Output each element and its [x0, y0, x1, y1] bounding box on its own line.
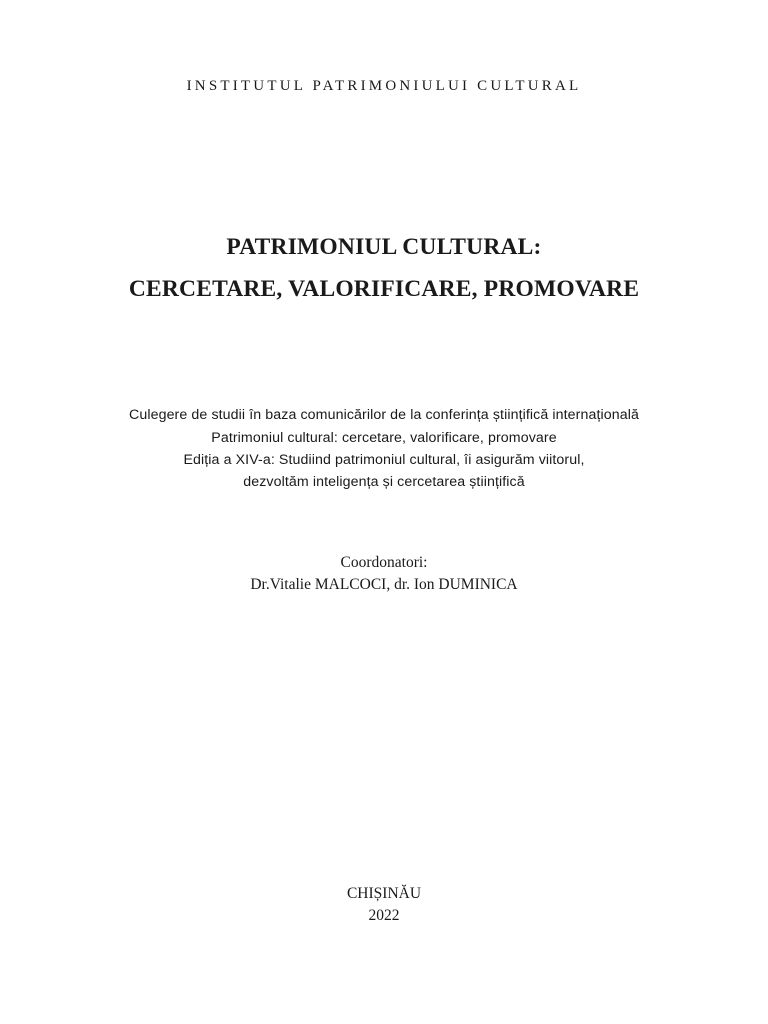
coordinators-names: Dr.Vitalie MALCOCI, dr. Ion DUMINICA [250, 576, 518, 593]
subtitle-line-2: Patrimoniul cultural: cercetare, valorificare, promovare [211, 430, 557, 446]
subtitle-line-1: Culegere de studii în baza comunicărilor de la conferința științifică internațională [129, 407, 639, 423]
institute-name: INSTITUTUL PATRIMONIULUI CULTURAL [186, 78, 582, 94]
book-title-line-2: CERCETARE, VALORIFICARE, PROMOVARE [128, 276, 640, 302]
coordinators-label: Coordonatori: [340, 554, 428, 571]
book-title-line-1: PATRIMONIUL CULTURAL: [226, 234, 542, 260]
publication-city: CHIȘINĂU [346, 885, 422, 902]
subtitle-line-4: dezvoltăm inteligența și cercetarea științifică [243, 474, 525, 490]
publication-year: 2022 [368, 907, 400, 924]
subtitle-line-3: Ediția a XIV-a: Studiind patrimoniul cultural, îi asigurăm viitorul, [183, 452, 585, 468]
